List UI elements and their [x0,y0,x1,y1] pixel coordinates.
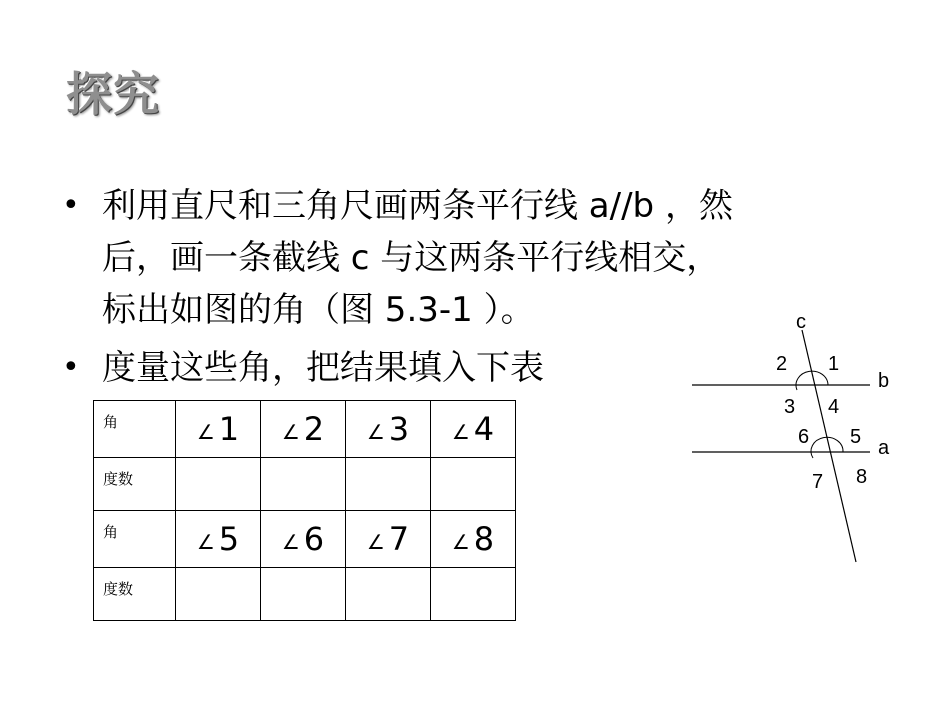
bullet-1-line-3: 标出如图的角（图 5.3-1 ）。 [102,290,535,330]
bullet-1-line-1: 利用直尺和三角尺画两条平行线 a//b ，然 [102,186,733,226]
angle-label-4: 4 [828,396,840,418]
angle-number: 6 [303,520,325,558]
angle-label-8: 8 [856,466,868,488]
angle-cell-1 [176,401,261,458]
angle-cell-8 [431,511,516,568]
angle-label-1: 1 [828,353,840,375]
bullet-dot: • [62,188,80,223]
angle-symbol: ∠ [196,420,215,444]
angle-measure-table [93,400,516,621]
table-row [94,511,516,568]
table-row [94,458,516,511]
degree-cell-4[interactable] [431,458,516,511]
angle-number: 8 [473,520,495,558]
angle-label-6: 6 [798,426,810,448]
row-header: 度数 [94,458,176,511]
angle-number: 3 [388,410,410,448]
angle-symbol: ∠ [281,530,300,554]
angle-symbol: ∠ [451,530,470,554]
angle-label-7: 7 [812,471,824,493]
angle-symbol: ∠ [366,530,385,554]
angle-number: 7 [388,520,410,558]
slide-title: 探究 [66,67,160,121]
bullet-dot: • [62,350,80,385]
row-header: 度数 [94,568,176,621]
table-row [94,401,516,458]
degree-cell-8[interactable] [431,568,516,621]
angle-symbol: ∠ [451,420,470,444]
degree-cell-5[interactable] [176,568,261,621]
angle-symbol: ∠ [366,420,385,444]
angle-label-2: 2 [776,353,788,375]
table-row [94,568,516,621]
row-header: 角 [94,511,176,568]
degree-cell-6[interactable] [261,568,346,621]
angle-number: 5 [218,520,240,558]
angle-symbol: ∠ [281,420,300,444]
angle-label-5: 5 [850,426,862,448]
angle-cell-5 [176,511,261,568]
angle-number: 1 [218,410,240,448]
degree-cell-2[interactable] [261,458,346,511]
angle-number: 2 [303,410,325,448]
label-c: c [796,311,806,333]
angle-cell-7 [346,511,431,568]
degree-cell-1[interactable] [176,458,261,511]
angle-cell-6 [261,511,346,568]
degree-cell-7[interactable] [346,568,431,621]
angle-symbol: ∠ [196,530,215,554]
label-b: b [878,370,890,392]
angle-cell-3 [346,401,431,458]
row-header: 角 [94,401,176,458]
bullet-2-line-1: 度量这些角，把结果填入下表 [102,348,544,388]
angle-arc-lower [811,437,843,458]
bullet-1-line-2: 后，画一条截线 c 与这两条平行线相交， [102,238,721,278]
angle-number: 4 [473,410,495,448]
label-a: a [878,437,890,459]
angle-label-3: 3 [784,396,796,418]
angle-cell-4 [431,401,516,458]
degree-cell-3[interactable] [346,458,431,511]
parallel-lines-figure [680,300,920,570]
angle-cell-2 [261,401,346,458]
